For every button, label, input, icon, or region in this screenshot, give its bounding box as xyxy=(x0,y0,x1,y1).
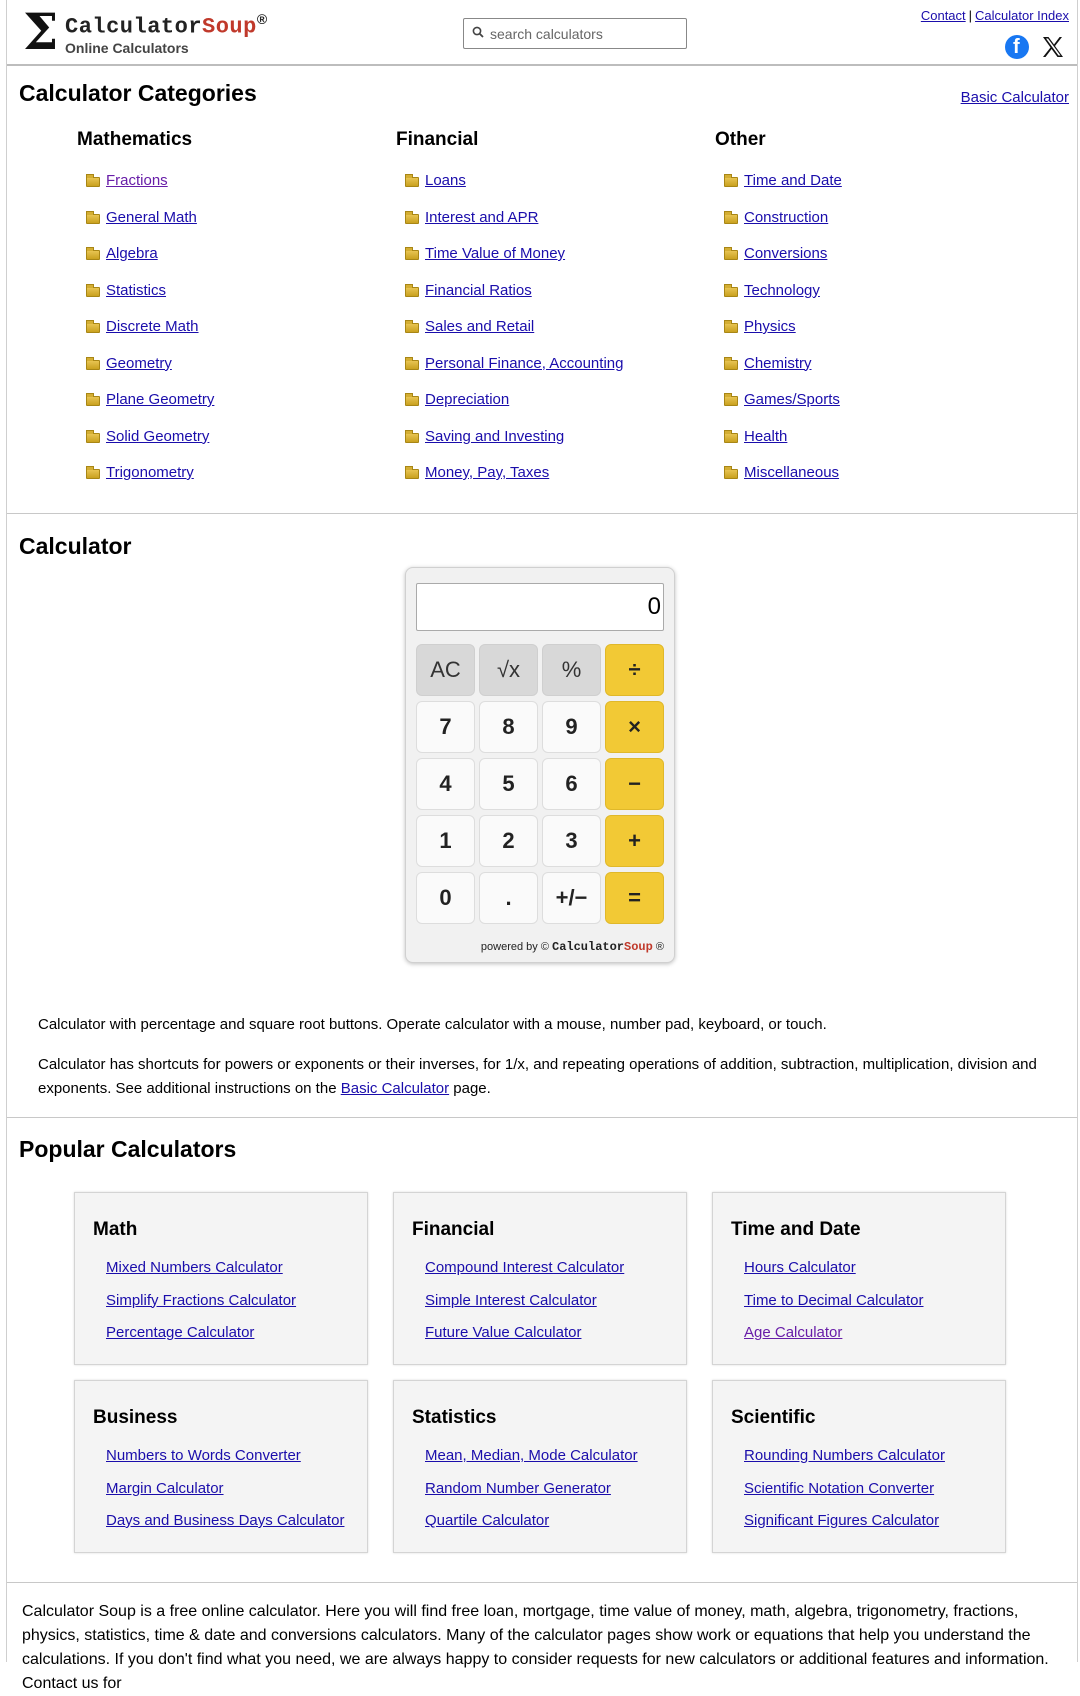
section-divider xyxy=(7,513,1077,514)
calculator-link[interactable]: Scientific Notation Converter xyxy=(744,1479,935,1497)
calculator-display: 0 xyxy=(416,583,664,631)
list-item xyxy=(106,1512,344,1545)
category-link[interactable]: Conversions xyxy=(744,245,828,262)
calculator-link[interactable]: Hours Calculator xyxy=(744,1259,856,1276)
category-link[interactable]: Miscellaneous xyxy=(744,464,840,481)
sign-toggle-key[interactable]: +/− xyxy=(542,872,601,924)
category-link[interactable]: Technology xyxy=(744,281,820,299)
calculator-link[interactable]: Numbers to Words Converter xyxy=(106,1447,301,1464)
category-link[interactable]: Personal Finance, Accounting xyxy=(425,354,624,372)
folder-icon xyxy=(724,287,738,297)
square-root-key[interactable]: √x xyxy=(479,644,538,696)
category-link[interactable]: Plane Geometry xyxy=(106,391,215,408)
calculator-title: Calculator xyxy=(19,533,132,559)
list-item xyxy=(405,245,696,282)
basic-calculator-link[interactable]: Basic Calculator xyxy=(960,89,1069,106)
category-link[interactable]: Solid Geometry xyxy=(106,427,210,445)
popular-box-time-and-date xyxy=(712,1192,1006,1365)
folder-icon xyxy=(724,214,738,224)
equals-key[interactable]: = xyxy=(605,872,664,924)
category-link[interactable]: Sales and Retail xyxy=(425,318,535,335)
list-item xyxy=(106,1480,344,1513)
popular-box-math xyxy=(74,1192,368,1365)
category-link[interactable]: Discrete Math xyxy=(106,318,199,335)
calculator-keypad xyxy=(416,644,664,924)
category-link[interactable]: Loans xyxy=(425,172,466,189)
category-link[interactable]: Interest and APR xyxy=(425,208,539,226)
digit-9-key[interactable]: 9 xyxy=(542,701,601,753)
site-logo[interactable] xyxy=(23,2,283,61)
folder-icon xyxy=(86,469,100,479)
section-divider xyxy=(7,1117,1077,1118)
list-item xyxy=(405,428,696,465)
category-heading: Other xyxy=(715,129,766,150)
list-item xyxy=(724,172,1015,209)
search-icon xyxy=(472,26,484,38)
brand-name: CalculatorSoup® xyxy=(65,11,268,40)
list-item xyxy=(744,1512,945,1545)
list-item xyxy=(86,464,377,501)
category-link[interactable]: Trigonometry xyxy=(106,464,194,481)
digit-4-key[interactable]: 4 xyxy=(416,758,475,810)
list-item xyxy=(724,428,1015,465)
brand-tagline: Online Calculators xyxy=(65,40,189,56)
category-link[interactable]: Statistics xyxy=(106,281,167,299)
folder-icon xyxy=(724,250,738,260)
folder-icon xyxy=(405,177,419,187)
digit-8-key[interactable]: 8 xyxy=(479,701,538,753)
box-heading: Time and Date xyxy=(731,1219,861,1240)
facebook-icon[interactable]: f xyxy=(1005,35,1029,59)
list-item xyxy=(86,355,377,392)
list-item xyxy=(744,1480,945,1513)
category-column-other xyxy=(715,129,1015,501)
folder-icon xyxy=(405,250,419,260)
list-item xyxy=(425,1259,624,1292)
calculator-link[interactable]: Random Number Generator xyxy=(425,1479,611,1497)
category-link[interactable]: Geometry xyxy=(106,354,172,372)
folder-icon xyxy=(405,396,419,406)
calculator-link[interactable]: Time to Decimal Calculator xyxy=(744,1291,924,1309)
calculator-link[interactable]: Future Value Calculator xyxy=(425,1324,582,1341)
basic-calculator-inline-link[interactable]: Basic Calculator xyxy=(340,1080,450,1097)
list-item xyxy=(86,245,377,282)
popular-box-scientific xyxy=(712,1380,1006,1553)
folder-icon xyxy=(86,323,100,333)
list-item xyxy=(724,209,1015,246)
box-heading: Statistics xyxy=(412,1407,497,1428)
calculator-index-link[interactable]: Calculator Index xyxy=(975,8,1069,23)
category-link[interactable]: Time and Date xyxy=(744,172,842,189)
divide-key[interactable]: ÷ xyxy=(605,644,664,696)
calculator-link[interactable]: Rounding Numbers Calculator xyxy=(744,1447,945,1464)
box-heading: Scientific xyxy=(731,1407,816,1428)
category-heading: Mathematics xyxy=(77,129,193,150)
calculator-link[interactable]: Mean, Median, Mode Calculator xyxy=(425,1447,638,1464)
search-box[interactable] xyxy=(463,18,687,49)
digit-1-key[interactable]: 1 xyxy=(416,815,475,867)
list-item xyxy=(724,245,1015,282)
list-item xyxy=(106,1292,296,1325)
calculator-link[interactable]: Compound Interest Calculator xyxy=(425,1259,625,1276)
list-item xyxy=(86,428,377,465)
list-item xyxy=(724,355,1015,392)
list-item xyxy=(405,391,696,428)
calculator-link[interactable]: Age Calculator xyxy=(744,1324,843,1341)
page xyxy=(6,0,1078,1692)
category-link[interactable]: Algebra xyxy=(106,245,158,262)
category-link[interactable]: Construction xyxy=(744,208,829,226)
x-icon[interactable] xyxy=(1041,35,1065,59)
percent-key[interactable]: % xyxy=(542,644,601,696)
section-divider xyxy=(7,1582,1077,1583)
folder-icon xyxy=(405,323,419,333)
list-item xyxy=(744,1292,924,1325)
folder-icon xyxy=(405,214,419,224)
box-heading: Business xyxy=(93,1407,178,1428)
subtract-key[interactable]: − xyxy=(605,758,664,810)
folder-icon xyxy=(724,360,738,370)
popular-box-financial xyxy=(393,1192,687,1365)
contact-link[interactable]: Contact xyxy=(920,8,966,23)
popular-title: Popular Calculators xyxy=(19,1136,237,1162)
categories-title: Calculator Categories xyxy=(19,80,257,106)
folder-icon xyxy=(724,396,738,406)
folder-icon xyxy=(86,214,100,224)
list-item xyxy=(744,1259,924,1292)
category-link[interactable]: Fractions xyxy=(106,172,168,189)
category-link[interactable]: Saving and Investing xyxy=(425,427,565,445)
digit-0-key[interactable]: 0 xyxy=(416,872,475,924)
category-heading: Financial xyxy=(396,129,479,150)
list-item xyxy=(86,282,377,319)
list-item xyxy=(106,1324,296,1357)
calculator-link[interactable]: Percentage Calculator xyxy=(106,1324,255,1341)
clear-key[interactable]: AC xyxy=(416,644,475,696)
list-item xyxy=(425,1447,638,1480)
category-link[interactable]: Games/Sports xyxy=(744,391,840,408)
digit-3-key[interactable]: 3 xyxy=(542,815,601,867)
list-item xyxy=(405,318,696,355)
list-item xyxy=(744,1324,924,1357)
multiply-key[interactable]: × xyxy=(605,701,664,753)
list-item xyxy=(106,1259,296,1292)
folder-icon xyxy=(724,177,738,187)
category-link[interactable]: Time Value of Money xyxy=(425,245,566,262)
list-item xyxy=(405,355,696,392)
folder-icon xyxy=(405,433,419,443)
list-item xyxy=(405,172,696,209)
calculator-link[interactable]: Margin Calculator xyxy=(106,1479,224,1497)
list-item xyxy=(86,318,377,355)
list-item xyxy=(86,391,377,428)
calculator-instructions: Calculator has shortcuts for powers or exponents or their inverses, for 1/x, and repeating operations of addition, subtraction, multiplication, division and exponents. See additional instructions on the Basic Calculator page. xyxy=(38,1056,1037,1097)
calculator-widget xyxy=(405,567,675,963)
social-links xyxy=(1005,34,1065,60)
calculator-link[interactable]: Mixed Numbers Calculator xyxy=(106,1259,283,1276)
popular-box-business xyxy=(74,1380,368,1553)
digit-5-key[interactable]: 5 xyxy=(479,758,538,810)
folder-icon xyxy=(86,433,100,443)
digit-2-key[interactable]: 2 xyxy=(479,815,538,867)
box-heading: Financial xyxy=(412,1219,495,1240)
site-description: Calculator Soup is a free online calculator. Here you will find free loan, mortgage, time value of money, math, algebra, trigonometry, fractions, physics, statistics, time & date and conversions calculators. Many of the calculator pages show work or equations that help you understand the calculations. If you don't find what you need, we are always happy to consider requests for new calculators or additional features and information. Contact us for xyxy=(22,1603,1049,1692)
category-column-mathematics xyxy=(77,129,377,501)
category-link[interactable]: General Math xyxy=(106,208,197,226)
folder-icon xyxy=(86,287,100,297)
site-header xyxy=(7,0,1077,66)
digit-7-key[interactable]: 7 xyxy=(416,701,475,753)
calculator-link[interactable]: Quartile Calculator xyxy=(425,1512,550,1529)
list-item xyxy=(86,209,377,246)
list-item xyxy=(405,282,696,319)
list-item xyxy=(724,318,1015,355)
powered-by[interactable]: powered by © CalculatorSoup ® xyxy=(480,940,664,954)
folder-icon xyxy=(405,287,419,297)
list-item xyxy=(744,1447,945,1480)
popular-box-statistics xyxy=(393,1380,687,1553)
calculator-description: Calculator with percentage and square root buttons. Operate calculator with a mouse, number pad, keyboard, or touch. xyxy=(38,1016,827,1033)
category-link[interactable]: Money, Pay, Taxes xyxy=(425,464,550,481)
folder-icon xyxy=(86,360,100,370)
list-item xyxy=(425,1480,638,1513)
add-key[interactable]: + xyxy=(605,815,664,867)
search-input[interactable] xyxy=(490,19,682,48)
list-item xyxy=(425,1292,624,1325)
folder-icon xyxy=(86,250,100,260)
folder-icon xyxy=(724,469,738,479)
category-link[interactable]: Chemistry xyxy=(744,354,812,372)
calculator-link[interactable]: Days and Business Days Calculator xyxy=(106,1512,345,1529)
sigma-logo-icon: Σ xyxy=(23,2,59,61)
folder-icon xyxy=(724,433,738,443)
list-item xyxy=(86,172,377,209)
list-item xyxy=(405,464,696,501)
calculator-link[interactable]: Simple Interest Calculator xyxy=(425,1291,597,1309)
box-heading: Math xyxy=(93,1219,138,1240)
category-link[interactable]: Health xyxy=(744,427,788,445)
calculator-link[interactable]: Simplify Fractions Calculator xyxy=(106,1291,297,1309)
category-link[interactable]: Physics xyxy=(744,318,796,335)
folder-icon xyxy=(405,360,419,370)
decimal-key[interactable]: . xyxy=(479,872,538,924)
list-item xyxy=(106,1447,344,1480)
folder-icon xyxy=(724,323,738,333)
category-column-financial xyxy=(396,129,696,501)
top-links: Contact | Calculator Index xyxy=(920,8,1069,23)
calculator-link[interactable]: Significant Figures Calculator xyxy=(744,1512,940,1529)
category-link[interactable]: Financial Ratios xyxy=(425,281,532,299)
list-item xyxy=(405,209,696,246)
category-link[interactable]: Depreciation xyxy=(425,391,510,408)
list-item xyxy=(425,1324,624,1357)
folder-icon xyxy=(405,469,419,479)
list-item xyxy=(724,282,1015,319)
folder-icon xyxy=(86,177,100,187)
list-item xyxy=(724,464,1015,501)
folder-icon xyxy=(86,396,100,406)
list-item xyxy=(425,1512,638,1545)
digit-6-key[interactable]: 6 xyxy=(542,758,601,810)
list-item xyxy=(724,391,1015,428)
